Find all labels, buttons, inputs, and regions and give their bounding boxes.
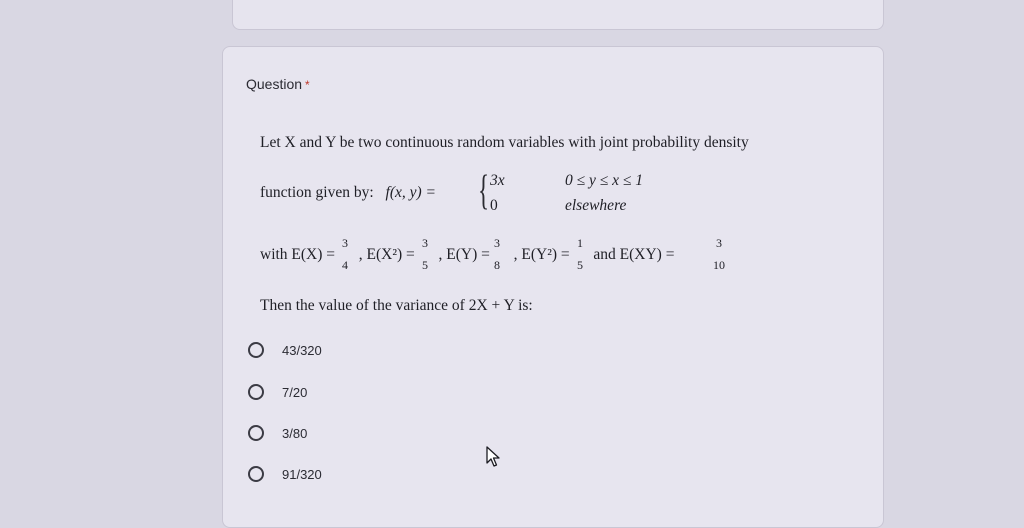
fraction-3-numerator: 3 xyxy=(494,236,500,250)
expectation-ex-text: with E(X) = xyxy=(260,246,336,263)
fraction-1-numerator: 3 xyxy=(342,236,348,250)
option-3[interactable] xyxy=(248,423,307,443)
option-3-label: 3/80 xyxy=(282,425,308,441)
fraction-4-numerator: 1 xyxy=(577,236,583,250)
required-mark: * xyxy=(305,78,310,92)
expectation-ey-text: , E(Y) = xyxy=(438,246,490,263)
question-line-1: Let X and Y be two continuous random variables with joint probability density xyxy=(260,134,749,151)
radio-icon[interactable] xyxy=(248,384,264,400)
fraction-5-denominator: 10 xyxy=(713,258,725,272)
fraction-1-denominator: 4 xyxy=(342,258,348,272)
fraction-2-numerator: 3 xyxy=(422,236,428,250)
question-line-2 xyxy=(260,184,436,202)
question-card xyxy=(222,46,884,528)
piecewise-case-1-condition: 0 ≤ y ≤ x ≤ 1 xyxy=(565,172,644,189)
piecewise-case-2-value: 0 xyxy=(490,197,498,214)
option-1[interactable] xyxy=(248,340,322,360)
radio-icon[interactable] xyxy=(248,342,264,358)
fraction-4-denominator: 5 xyxy=(577,258,583,272)
expectation-ex2-text: , E(X²) = xyxy=(358,246,415,263)
question-line-3 xyxy=(260,246,674,264)
mouse-pointer-icon xyxy=(486,446,502,468)
piecewise-case-2-condition: elsewhere xyxy=(565,197,627,214)
fraction-5-numerator: 3 xyxy=(716,236,722,250)
piecewise-brace: { xyxy=(478,168,490,214)
option-4-label: 91/320 xyxy=(282,466,322,482)
function-notation: f(x, y) = xyxy=(385,184,437,201)
fraction-2-denominator: 5 xyxy=(422,258,428,272)
radio-icon[interactable] xyxy=(248,466,264,482)
function-given-by-text: function given by: xyxy=(260,184,374,201)
option-2-label: 7/20 xyxy=(282,384,308,400)
radio-icon[interactable] xyxy=(248,425,264,441)
option-2[interactable] xyxy=(248,382,307,402)
piecewise-case-1-value: 3x xyxy=(490,172,505,189)
question-title xyxy=(246,76,310,92)
expectation-exy-text: and E(XY) = xyxy=(593,246,675,263)
previous-question-card xyxy=(232,0,884,30)
question-line-4: Then the value of the variance of 2X + Y is: xyxy=(260,297,533,314)
option-1-label: 43/320 xyxy=(282,342,322,358)
question-title-text: Question xyxy=(246,76,303,92)
fraction-3-denominator: 8 xyxy=(494,258,500,272)
option-4[interactable] xyxy=(248,464,322,484)
expectation-ey2-text: , E(Y²) = xyxy=(513,246,570,263)
